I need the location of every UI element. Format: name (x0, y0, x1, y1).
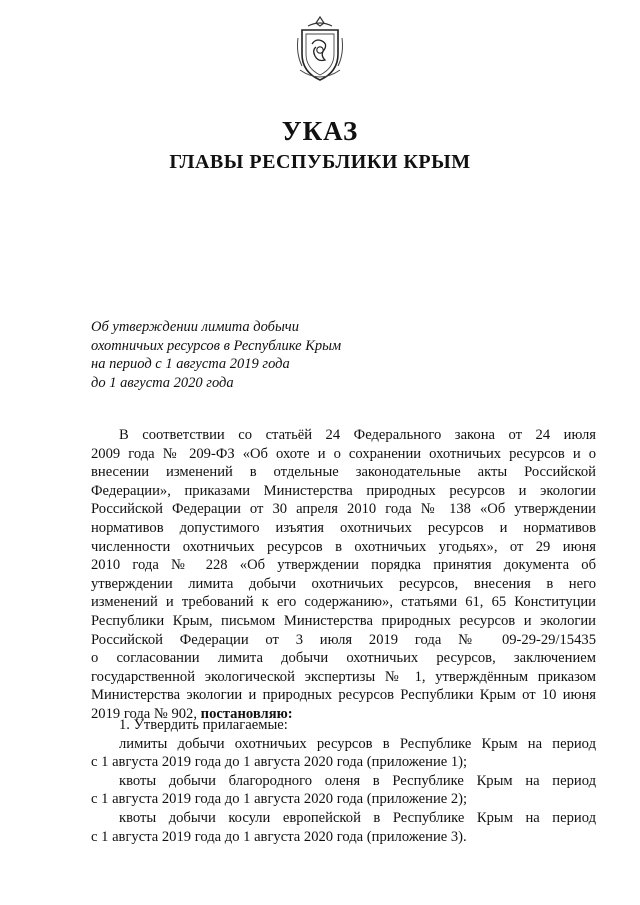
list-item-line: с 1 августа 2019 года до 1 августа 2020 года (приложение 3). (91, 828, 467, 845)
decree-items (91, 716, 596, 846)
preamble-line: Федерации», приказами Министерства природных ресурсов и экологии (91, 482, 596, 499)
preamble-line: утверждении лимита добычи охотничьих ресурсов, внесения в него (91, 575, 596, 592)
subject-line: охотничьих ресурсов в Республике Крым (91, 337, 342, 354)
preamble-line: Республики Крым, письмом Министерства природных ресурсов и экологии (91, 612, 596, 629)
preamble-line: В соответствии со статьёй 24 Федерального закона от 24 июля (119, 427, 596, 443)
subject-line: Об утверждении лимита добычи (91, 319, 299, 335)
preamble-line: численности охотничьих ресурсов в охотничьих угодьях», от 29 июня (91, 538, 596, 555)
preamble-line: изменений и требований к его содержанию», статьями 61, 65 Конституции (91, 594, 596, 611)
preamble-line: Российской Федерации от 30 апреля 2010 года № 138 «Об утверждении (91, 501, 596, 518)
preamble-line: о согласовании лимита добычи охотничьих ресурсов, заключением (91, 650, 596, 667)
preamble-line: 2010 года № 228 «Об утверждении порядка принятия документа об (91, 557, 596, 574)
preamble-line: государственной экологической экспертизы № 1, утверждённым приказом (91, 668, 596, 685)
list-item-line: квоты добычи благородного оленя в Республике Крым на период (119, 772, 596, 789)
decree-word: постановляю: (200, 705, 293, 722)
preamble-line: Российской Федерации от 3 июля 2019 года № 09-29-29/15435 (91, 631, 596, 648)
subject-line: до 1 августа 2020 года (91, 374, 234, 391)
list-item-line: квоты добычи косули европейской в Республике Крым на период (119, 809, 596, 826)
decree-subject (91, 318, 341, 392)
preamble-line: внесении изменений в отдельные законодательные акты Российской (91, 464, 596, 481)
preamble-line: нормативов допустимого изъятия охотничьих ресурсов и нормативов (91, 519, 596, 536)
preamble-line: Министерства экологии и природных ресурсов Республики Крым от 10 июня (91, 687, 596, 704)
preamble-line: 2019 года № 902, (91, 705, 197, 722)
document-title: УКАЗ (281, 116, 359, 146)
item-heading: 1. Утвердить прилагаемые: (119, 717, 288, 733)
document-subtitle: ГЛАВЫ РЕСПУБЛИКИ КРЫМ (169, 151, 471, 173)
list-item-line: с 1 августа 2019 года до 1 августа 2020 года (приложение 1); (91, 754, 468, 771)
list-item-line: с 1 августа 2019 года до 1 августа 2020 года (приложение 2); (91, 791, 468, 808)
preamble-line: 2009 года № 209-ФЗ «Об охоте и о сохранении охотничьих ресурсов и о (91, 445, 596, 462)
subject-line: на период с 1 августа 2019 года (91, 356, 290, 372)
preamble-paragraph (91, 426, 596, 724)
coat-of-arms-icon (294, 14, 346, 84)
list-item-line: лимиты добычи охотничьих ресурсов в Республике Крым на период (119, 735, 596, 752)
